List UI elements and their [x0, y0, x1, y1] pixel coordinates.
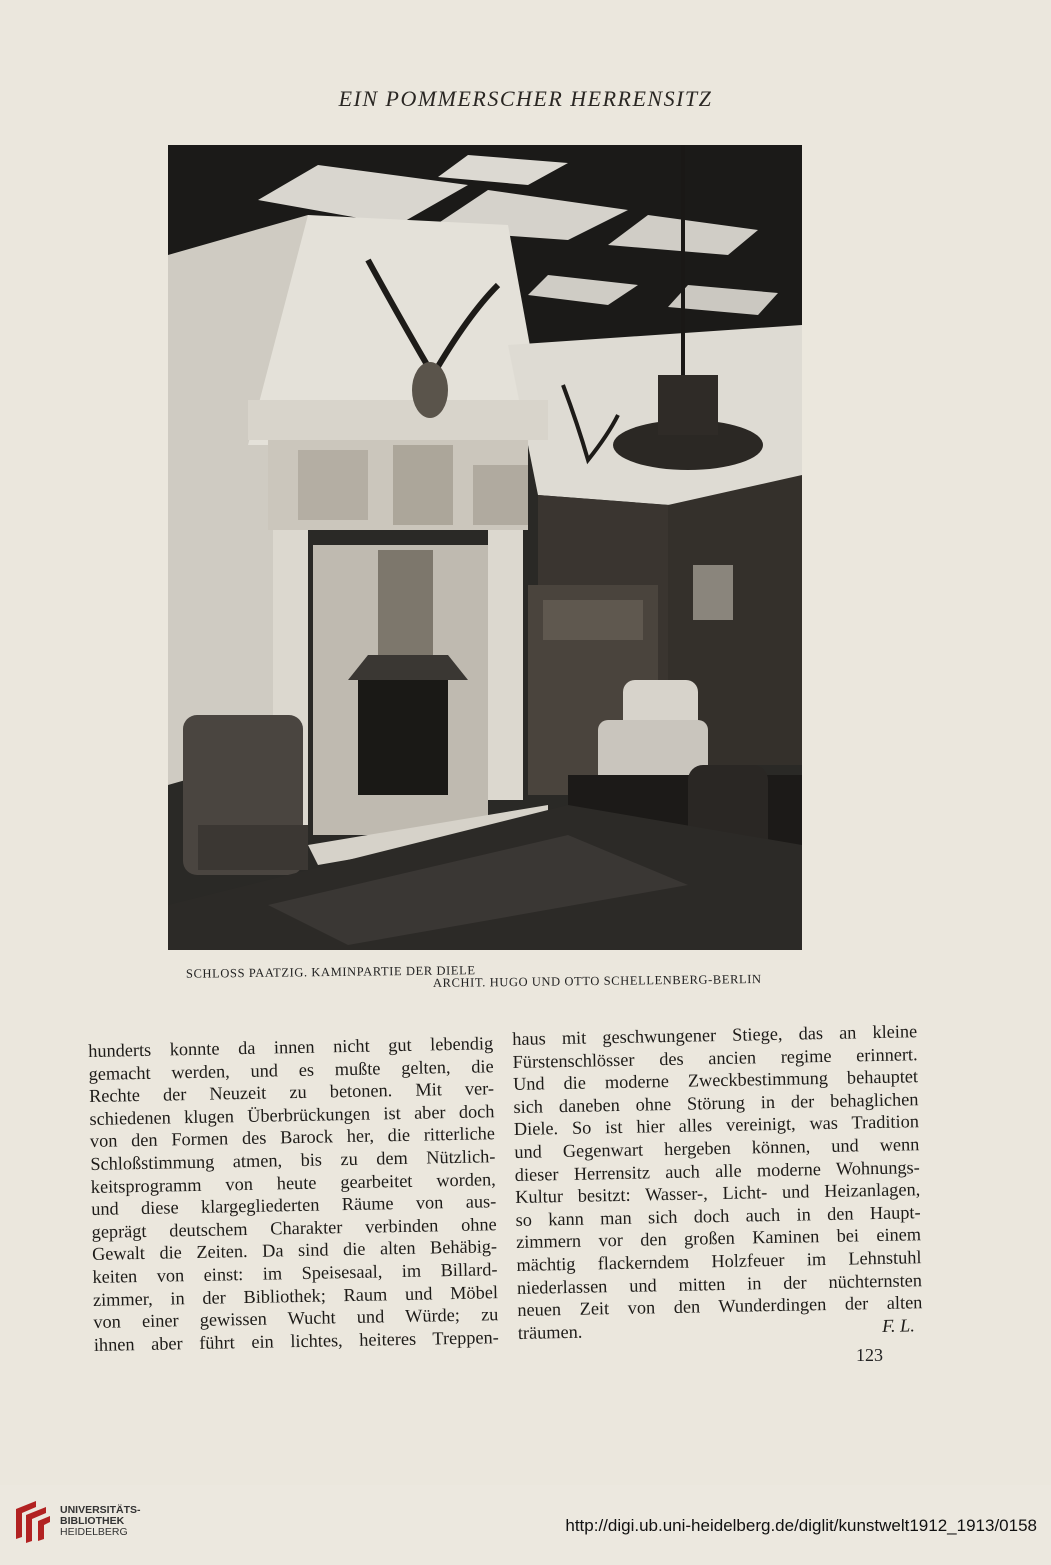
text-line: Kultur besitzt: Wasser-, Licht- und Heizanlagen, — [515, 1179, 921, 1208]
text-line: schiedenen klugen Überbrückungen ist aber doch — [89, 1100, 495, 1129]
text-line: Rechte der Neuzeit zu betonen. Mit ver- — [88, 1078, 495, 1107]
plate-caption-title: SCHLOSS PAATZIG. KAMINPARTIE DER DIELE — [185, 963, 476, 981]
source-url-link[interactable]: http://digi.ub.uni-heidelberg.de/diglit/kunstwelt1912_1913/0158 — [565, 1516, 1037, 1535]
text-line: keitsprogramm von heute gearbeitet worden, — [90, 1168, 496, 1197]
digitization-footer — [0, 1485, 1051, 1565]
text-line: haus mit geschwungener Stiege, das an kleine — [512, 1021, 918, 1049]
text-line: von den Formen des Barock her, die ritterliche — [89, 1123, 496, 1152]
plate-caption-architect: ARCHIT. HUGO UND OTTO SCHELLENBERG-BERLIN — [432, 971, 762, 991]
text-line: zimmer, in der Bibliothek; Raum und Möbel — [92, 1281, 499, 1310]
text-line-final-word: träumen. — [517, 1321, 583, 1343]
author-signature: F. L. — [881, 1315, 915, 1336]
page-number: 123 — [856, 1345, 883, 1365]
library-name-line: HEIDELBERG — [60, 1526, 128, 1538]
text-line: Gewalt die Zeiten. Da sind die alten Behäbig- — [91, 1236, 498, 1265]
body-text-left-column — [88, 1032, 499, 1356]
text-line: geprägt deutschem Charakter verbinden ohne — [91, 1213, 497, 1242]
text-line: dieser Herrensitz auch alle moderne Wohnungs- — [514, 1156, 920, 1185]
library-name — [60, 1505, 141, 1538]
text-line: ihnen aber führt ein lichtes, heiteres Treppen- — [93, 1326, 499, 1355]
text-line: mächtig flackerndem Holzfeuer im Lehnstuhl — [516, 1247, 922, 1275]
text-line: und diese klargegliederten Räume von aus- — [91, 1191, 497, 1220]
text-line: hunderts konnte da innen nicht gut lebendig — [88, 1033, 494, 1061]
photo-fireplace-illustration — [168, 145, 802, 950]
body-text-right-column — [512, 1020, 923, 1344]
text-line: von einer gewissen Wucht und Würde; zu — [93, 1304, 499, 1333]
text-line: zimmern vor den großen Kaminen bei einem — [515, 1224, 922, 1253]
text-line: neuen Zeit von den Wunderdingen der alten — [517, 1292, 923, 1321]
running-head: EIN POMMERSCHER HERRENSITZ — [338, 86, 713, 111]
university-library-logo-icon — [12, 1499, 52, 1543]
library-name-line: BIBLIOTHEK — [60, 1515, 125, 1527]
photo-plate-fireplace-hall — [168, 145, 802, 950]
text-line: Fürstenschlösser des ancien regime erinnert. — [512, 1043, 918, 1072]
text-line: gemacht werden, und es mußte gelten, die — [88, 1055, 494, 1084]
text-line: und Gegenwart hergeben können, und wenn — [514, 1134, 920, 1162]
text-line: keiten von einst: im Speisesaal, im Billard- — [92, 1259, 498, 1287]
text-line: so kann man sich doch auch in den Haupt- — [515, 1201, 921, 1230]
library-name-line: UNIVERSITÄTS- — [60, 1504, 141, 1516]
text-line: sich daneben ohne Störung in der behaglichen — [513, 1088, 919, 1117]
text-line: niederlassen und mitten in der nüchternsten — [516, 1269, 923, 1298]
text-line: Diele. So ist hier alles vereinigt, was Tradition — [513, 1111, 920, 1140]
text-line: Schloßstimmung atmen, bis zu dem Nützlich- — [90, 1146, 496, 1174]
text-line: Und die moderne Zweckbestimmung behauptet — [512, 1066, 919, 1095]
